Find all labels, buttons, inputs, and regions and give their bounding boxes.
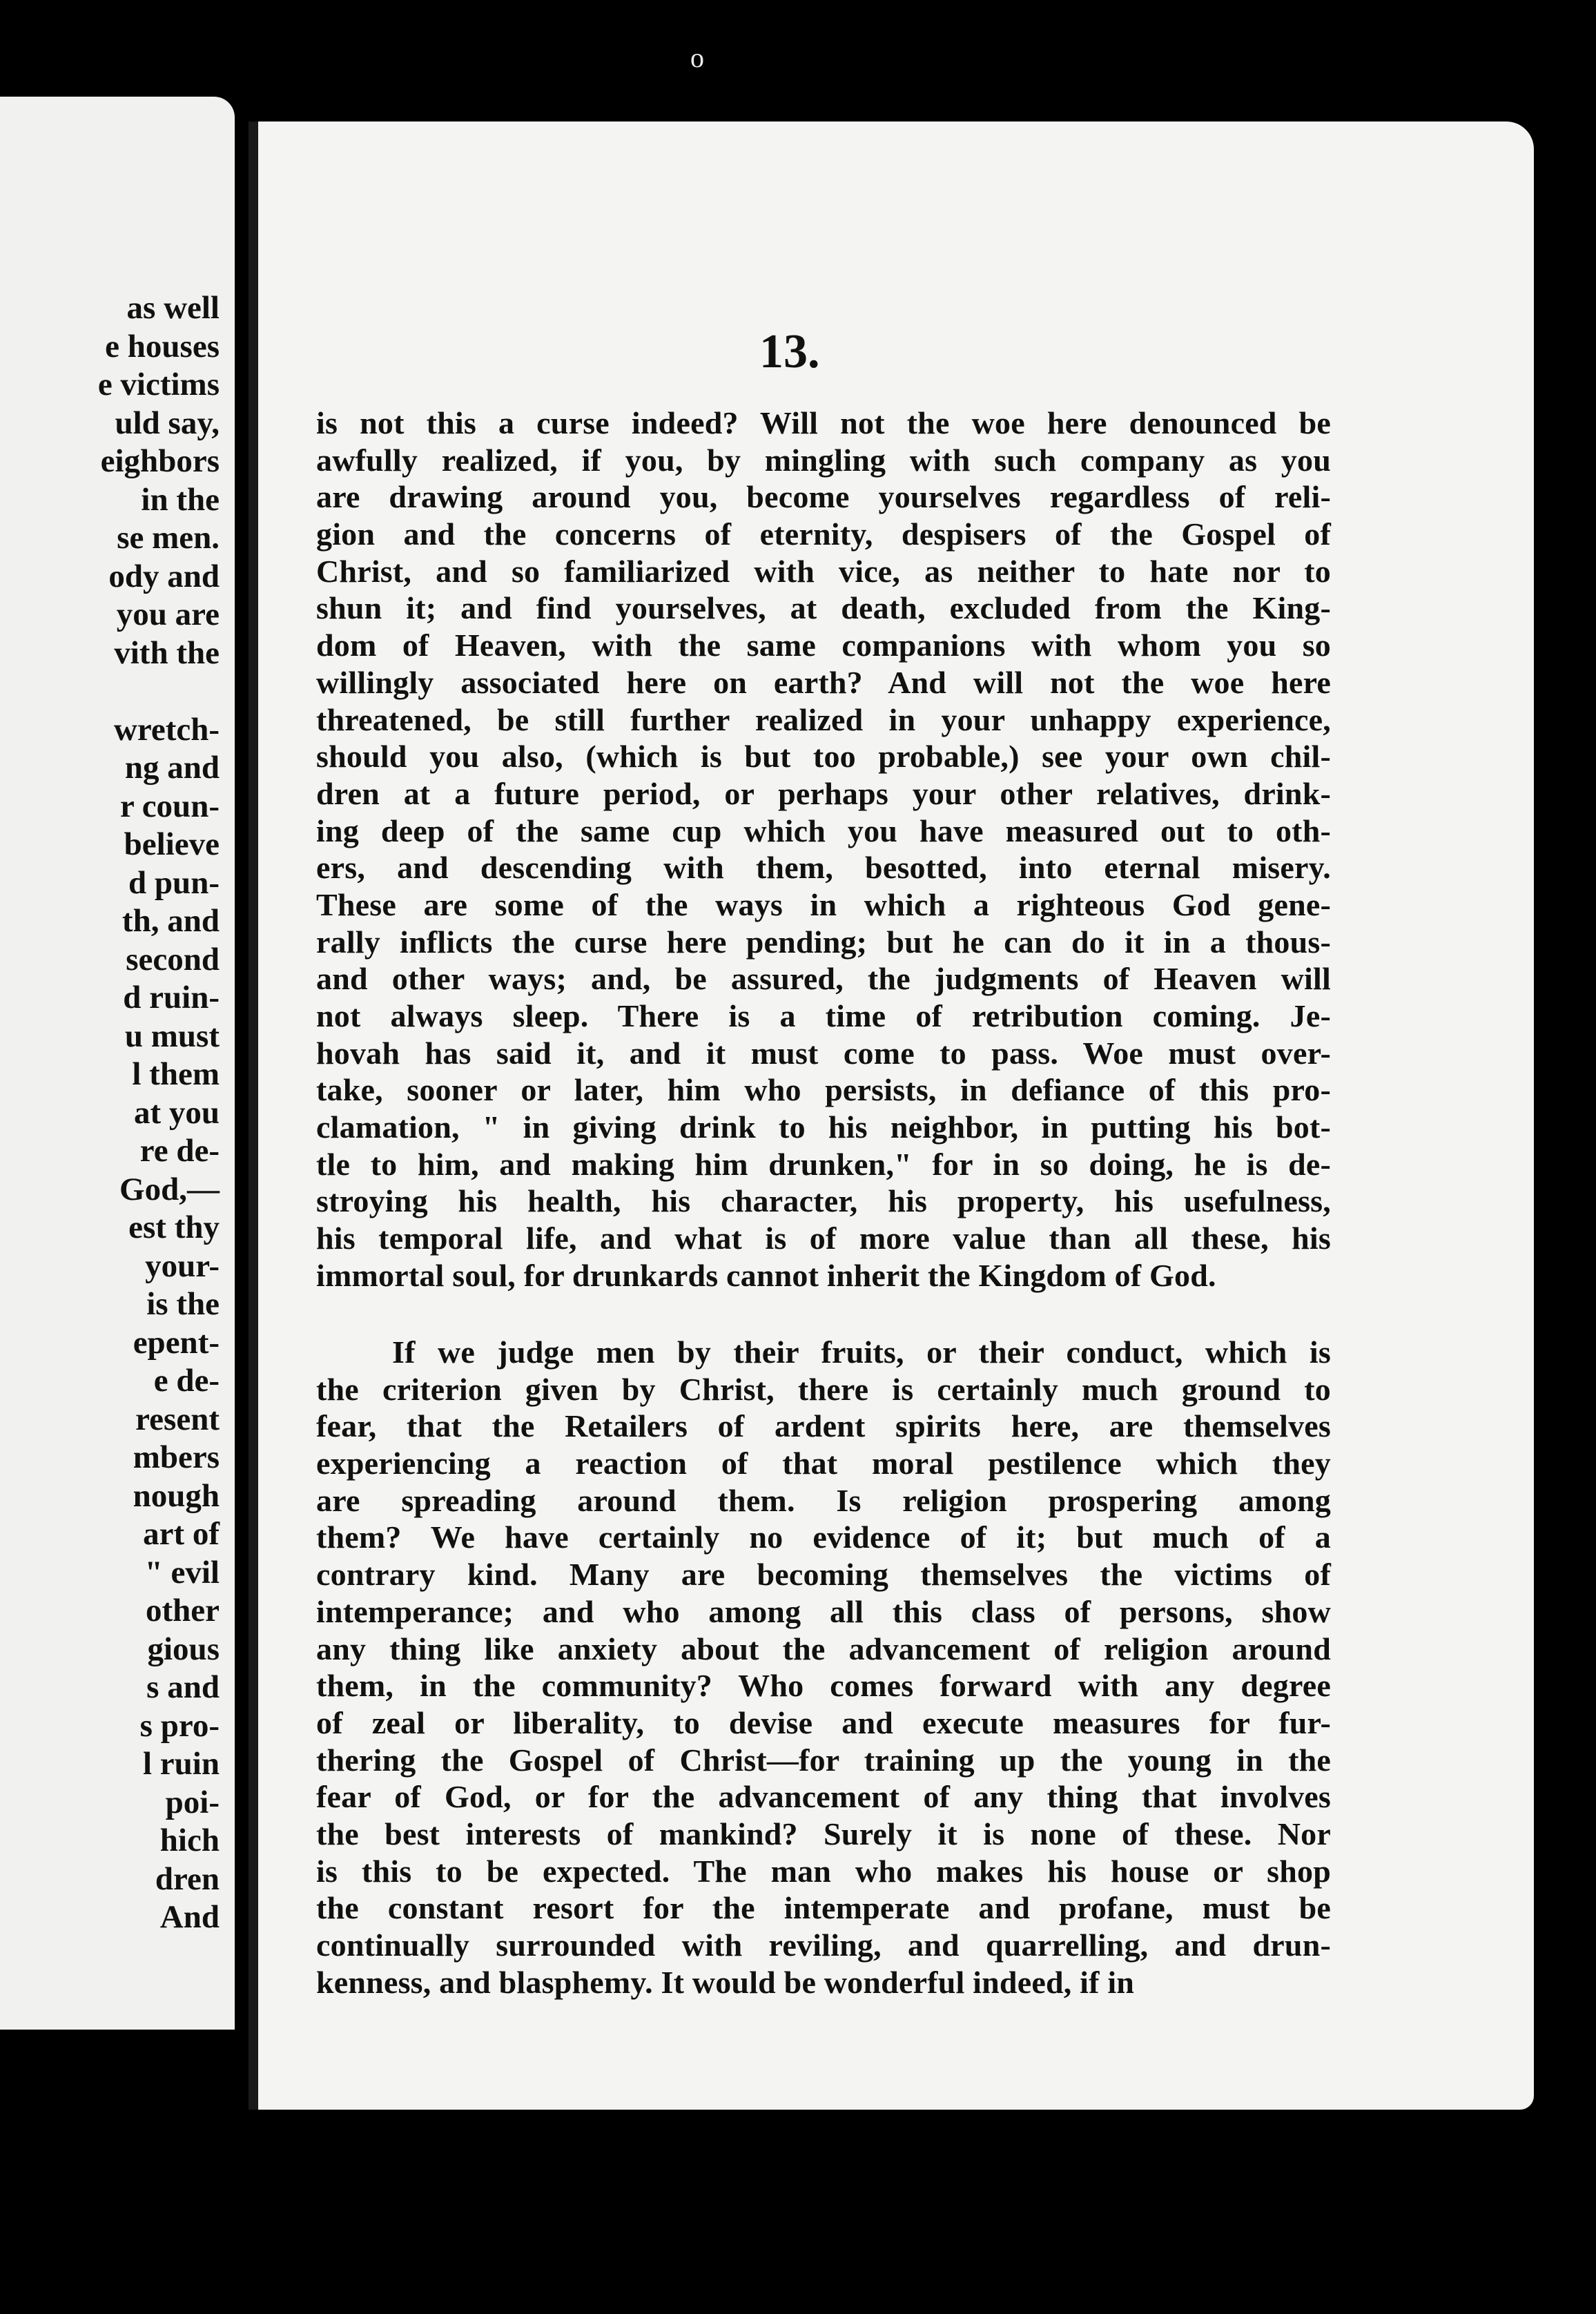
left-page-line: se men. <box>117 520 220 556</box>
text-line: clamation, " in giving drink to his neighbor, in putting his bot- <box>316 1109 1331 1145</box>
text-line: ing deep of the same cup which you have measured out to oth- <box>316 813 1331 848</box>
left-page-line: eighbors <box>100 443 220 479</box>
left-page-line: ody and <box>108 558 220 594</box>
text-line: intemperance; and who among all this class of persons, show <box>316 1593 1331 1629</box>
text-line: continually surrounded with reviling, and quarrelling, and drun- <box>316 1927 1331 1963</box>
text-line: Christ, and so familiarized with vice, as neither to hate nor to <box>316 553 1331 589</box>
left-page-line: in the <box>141 481 220 518</box>
left-page-line: wretch- <box>113 711 220 748</box>
text-line: If we judge men by their fruits, or their conduct, which is <box>392 1334 1331 1370</box>
text-line: of zeal or liberality, to devise and execute measures for fur- <box>316 1704 1331 1740</box>
text-line: and other ways; and, be assured, the judgments of Heaven will <box>316 961 1331 997</box>
text-line: not always sleep. There is a time of retribution coming. Je- <box>316 998 1331 1033</box>
left-page-line: hich <box>159 1822 220 1858</box>
text-line: fear, that the Retailers of ardent spirits here, are themselves <box>316 1408 1331 1444</box>
text-line: the constant resort for the intemperate and profane, must be <box>316 1890 1331 1926</box>
text-line: his temporal life, and what is of more value than all these, his <box>316 1221 1331 1256</box>
top-mark: o <box>690 42 704 73</box>
left-page-line: " evil <box>144 1554 220 1591</box>
text-line: is this to be expected. The man who makes his house or shop <box>316 1853 1331 1889</box>
text-line: dom of Heaven, with the same companions with whom you so <box>316 628 1331 663</box>
text-line: are drawing around you, become yourselves regardless of reli- <box>316 479 1331 515</box>
left-page-line: uld say, <box>115 405 220 441</box>
left-page-line: you are <box>116 596 220 632</box>
text-line: take, sooner or later, him who persists, in defiance of this pro- <box>316 1072 1331 1108</box>
page-number: 13. <box>759 325 820 378</box>
text-line: awfully realized, if you, by mingling with such company as you <box>316 442 1331 478</box>
left-page-line: s pro- <box>139 1707 220 1744</box>
left-page-line: e houses <box>105 328 220 364</box>
left-page-line: ng and <box>124 750 220 786</box>
left-page-line: est thy <box>128 1209 220 1245</box>
text-line: tle to him, and making him drunken," for in so doing, he is de- <box>316 1146 1331 1182</box>
text-line: gion and the concerns of eternity, despisers of the Gospel of <box>316 516 1331 552</box>
left-page-line: at you <box>133 1094 220 1131</box>
left-page-line: vith the <box>114 634 220 671</box>
left-page-line: poi- <box>165 1784 220 1820</box>
left-page-line: r coun- <box>119 788 220 824</box>
text-line: willingly associated here on earth? And will not the woe here <box>316 664 1331 700</box>
left-page-line: art of <box>143 1516 220 1552</box>
text-line: hovah has said it, and it must come to pass. Woe must over- <box>316 1035 1331 1071</box>
left-page-line: dren <box>155 1860 220 1897</box>
left-page-line: epent- <box>133 1324 220 1361</box>
left-page-line: second <box>126 941 220 978</box>
left-page-line: as well <box>126 290 220 326</box>
text-line: should you also, (which is but too probable,) see your own chil- <box>316 739 1331 775</box>
text-line: experiencing a reaction of that moral pestilence which they <box>316 1446 1331 1481</box>
left-page-line: is the <box>146 1286 220 1322</box>
left-page-line: th, and <box>121 903 220 939</box>
text-line: the best interests of mankind? Surely it is none of these. Nor <box>316 1816 1331 1851</box>
left-facing-page <box>0 97 235 2030</box>
text-line: dren at a future period, or perhaps your other relatives, drink- <box>316 775 1331 811</box>
left-page-line: l ruin <box>142 1746 220 1782</box>
left-page-line: your- <box>145 1247 220 1284</box>
text-line: shun it; and find yourselves, at death, excluded from the King- <box>316 590 1331 626</box>
left-page-line: mbers <box>133 1439 220 1475</box>
left-page-line: u must <box>124 1018 220 1054</box>
left-page-line: other <box>145 1593 220 1628</box>
text-line: immortal soul, for drunkards cannot inherit the Kingdom of God. <box>316 1257 1216 1293</box>
left-page-line: s and <box>146 1669 220 1705</box>
text-line: kenness, and blasphemy. It would be wonderful indeed, if in <box>316 1964 1135 2000</box>
paragraph-2 <box>316 1334 1331 2001</box>
left-page-line: e victims <box>97 367 220 402</box>
text-line: are spreading around them. Is religion prospering among <box>316 1482 1331 1518</box>
text-line: rally inflicts the curse here pending; but he can do it in a thous- <box>316 924 1331 960</box>
left-page-line: gious <box>147 1631 220 1667</box>
paragraph-1 <box>316 405 1331 1294</box>
left-page-line: d pun- <box>128 864 220 901</box>
text-line: thering the Gospel of Christ—for training up the young in the <box>316 1742 1331 1778</box>
text-line: any thing like anxiety about the advancement of religion around <box>316 1631 1331 1666</box>
left-page-line: nough <box>133 1477 220 1514</box>
left-page-line: d ruin- <box>123 980 220 1015</box>
text-line: ers, and descending with them, besotted, into eternal misery. <box>316 850 1331 886</box>
text-line: contrary kind. Many are becoming themselves the victims of <box>316 1557 1331 1593</box>
left-page-line: And <box>159 1899 220 1935</box>
left-page-line: re de- <box>139 1133 220 1169</box>
text-line: These are some of the ways in which a righteous God gene- <box>316 886 1331 922</box>
text-line: stroying his health, his character, his property, his usefulness, <box>316 1183 1331 1219</box>
left-page-line: e de- <box>153 1363 220 1399</box>
text-line: is not this a curse indeed? Will not the woe here denounced be <box>316 405 1331 440</box>
left-page-line: resent <box>135 1401 220 1437</box>
left-page-line: l them <box>132 1056 220 1092</box>
text-line: them? We have certainly no evidence of it; but much of a <box>316 1519 1331 1555</box>
left-page-line: believe <box>124 826 220 862</box>
text-line: threatened, be still further realized in your unhappy experience, <box>316 701 1331 737</box>
text-line: the criterion given by Christ, there is certainly much ground to <box>316 1371 1331 1407</box>
left-page-line: God,— <box>119 1171 220 1207</box>
text-line: fear of God, or for the advancement of any thing that involves <box>316 1779 1331 1815</box>
text-line: them, in the community? Who comes forward with any degree <box>316 1668 1331 1704</box>
